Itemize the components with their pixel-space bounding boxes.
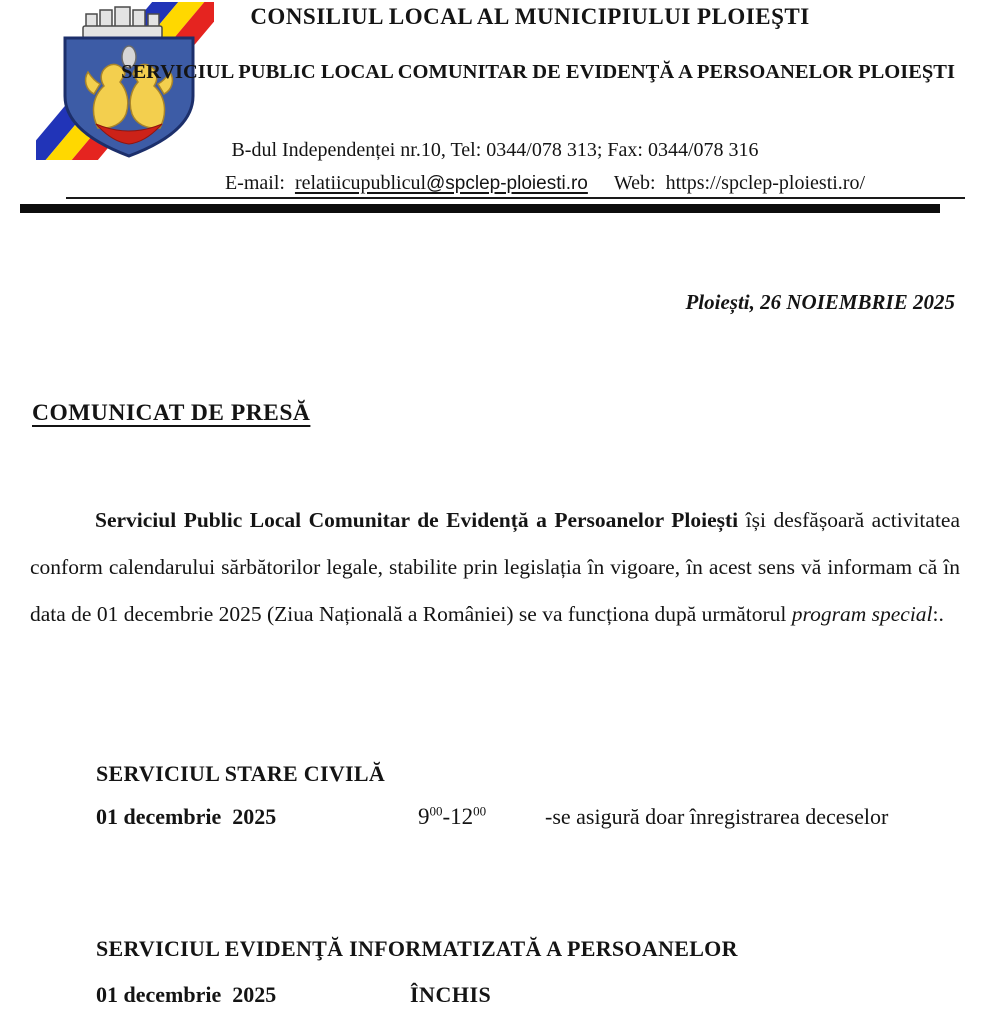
lead-italic-segment: program special xyxy=(791,602,933,626)
email-user: relatiicupublicul xyxy=(294,172,427,194)
email-link[interactable] xyxy=(295,172,588,194)
section-heading-stare-civila: SERVICIUL STARE CIVILĂ xyxy=(96,761,386,786)
lead-paragraph xyxy=(30,497,960,638)
contact-line xyxy=(70,172,990,195)
schedule-note: -se asigură doar înregistrarea deceselor xyxy=(545,804,889,829)
web-url: https://spclep-ploiesti.ro/ xyxy=(665,172,866,194)
schedule-date: 01 decembrie 2025 xyxy=(96,982,277,1007)
status-closed: ÎNCHIS xyxy=(410,982,492,1007)
dateline: Ploiești, 26 NOIEMBRIE 2025 xyxy=(685,290,955,314)
schedule-date: 01 decembrie 2025 xyxy=(96,804,277,829)
schedule-row-evidenta-persoane xyxy=(96,982,976,1008)
schedule-row-stare-civila xyxy=(96,804,976,830)
schedule-hours: $9^{00}-12^{00}$ xyxy=(418,803,487,829)
lead-text-segment: își desfășoară activitatea conform calendarului sărbătorilor legale, stabilite prin legislația în vigoare, în acest sens vă informam că în data de 01 decembrie 2025 (Ziua Națională a României) se va funcționa după următorul xyxy=(30,508,961,626)
section-heading-evidenta-persoane: SERVICIUL EVIDENŢĂ INFORMATIZATĂ A PERSOANELOR xyxy=(96,936,738,961)
org-title: CONSILIUL LOCAL AL MUNICIPIULUI PLOIEŞTI xyxy=(250,4,810,29)
lead-end-segment: :. xyxy=(932,602,944,626)
email-domain: @spclep-ploiesti.ro xyxy=(426,173,588,194)
address-line: B-dul Independenței nr.10, Tel: 0344/078 313; Fax: 0344/078 316 xyxy=(231,139,759,161)
lead-bold-segment: Serviciul Public Local Comunitar de Evidență a Persoanelor Ploiești xyxy=(95,508,739,532)
document-title: COMUNICAT DE PRESĂ xyxy=(32,400,311,426)
email-label: E-mail: xyxy=(224,172,285,194)
service-title: SERVICIUL PUBLIC LOCAL COMUNITAR DE EVIDENŢĂ A PERSOANELOR PLOIEŞTI xyxy=(121,61,955,83)
header-rule-thin xyxy=(66,197,965,199)
web-label: Web: xyxy=(613,172,656,194)
header-rule-thick xyxy=(20,204,940,213)
